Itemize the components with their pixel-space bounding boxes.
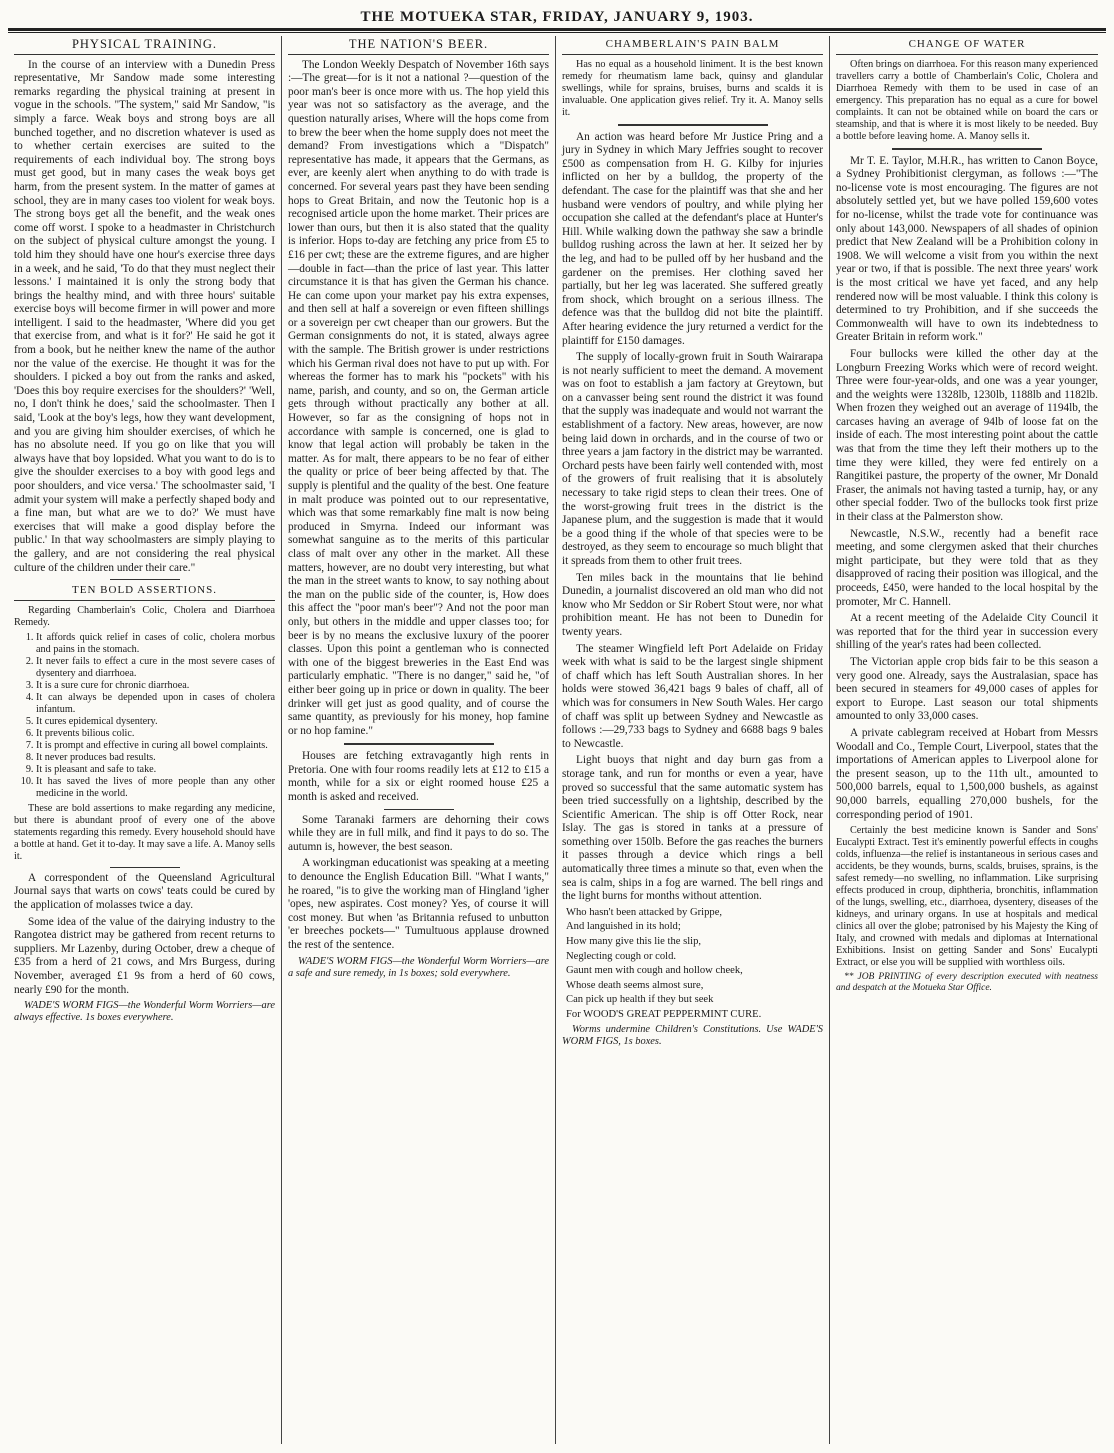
verse-line: Can pick up health if they but seek	[566, 994, 714, 1006]
article-cablegram: A private cablegram received at Hobart from Messrs Woodall and Co., Temple Court, Liverpool, states that the importations of American apples to Liverpool alone for the present season, up to the 11th ult., amounted to 500,000 barrels, equal to 1,500,000 bushels, as against 90,000 barrels, equalling 270,000 bushels, for the corresponding period of 1901.	[836, 726, 1098, 821]
article-light-buoys: Light buoys that night and day burn gas from a storage tank, and run for months or even a year, have proved so successful that the same automatic system has been tried successfully on a lightship, described by the Scientific American. The ship is off Otter Rock, near Islay. The gas is stored in tanks at a pressure of something over 150lb. Before the gas reaches the burners it passes through a device which rings a bell automatically three times a minute so that, even when the sea is calm, ships in a fog are warned. The bell rings and the light burns for months without attention.	[562, 754, 823, 903]
article-workingman: A workingman educationist was speaking at a meeting to denounce the English Education Bill. "What I wants," he roared, "is to give the working man of Hingland 'igher 'opes, new aspirates. Cost money? Yes, of course it will cost money. But when 'as Britannia refused to unbutton 'er breeches pockets—" Tumultuous applause drowned the rest of the sentence.	[288, 857, 549, 951]
list-item: 2. It never fails to effect a cure in the most severe cases of dysentery and diarrhoea.	[36, 656, 275, 680]
separator	[110, 579, 180, 580]
masthead-rule-thin	[8, 32, 1106, 33]
article-heading-ten-bold-assertions: TEN BOLD ASSERTIONS.	[14, 584, 275, 601]
assertions-list	[14, 632, 275, 800]
pain-balm-ad: Has no equal as a household liniment. It is the best known remedy for rheumatism lame back, quinsy and glandular swellings, while for sprains, bruises, burns and scalds it is invaluable. One application gives relief. Try it. A. Manoy sells it.	[562, 58, 823, 118]
list-item: 6. It prevents bilious colic.	[36, 728, 275, 740]
list-item: 1. It affords quick relief in cases of colic, cholera morbus and pains in the stomach.	[36, 632, 275, 656]
article-newcastle: Newcastle, N.S.W., recently had a benefit race meeting, and some clergymen asked that their churches might participate, but they were told that as they disapproved of racing their position was illogical, and the proceeds, £450, were handed to the local hospital by the promoter, Mr C. Hannell.	[836, 527, 1098, 608]
assertions-intro: Regarding Chamberlain's Colic, Cholera and Diarrhoea Remedy.	[14, 604, 275, 628]
article-heading-change-of-water: CHANGE OF WATER	[836, 38, 1098, 55]
worm-figs-ad: Worms undermine Children's Constitutions. Use WADE'S WORM FIGS, 1s boxes.	[562, 1023, 823, 1047]
separator	[618, 124, 768, 126]
list-item: 7. It is prompt and effective in curing all bowel complaints.	[36, 740, 275, 752]
verse-line: How many give this lie the slip,	[566, 936, 702, 948]
verse-line: Neglecting cough or cold.	[566, 950, 677, 962]
list-item: 3. It is a sure cure for chronic diarrhoea.	[36, 680, 275, 692]
separator	[110, 867, 180, 868]
verse-line: Who hasn't been attacked by Grippe,	[566, 906, 723, 918]
job-printing-notice: ** JOB PRINTING of every description executed with neatness and despatch at the Motueka Star Office.	[836, 972, 1098, 994]
column-3	[556, 36, 830, 1444]
list-item: 9. It is pleasant and safe to take.	[36, 764, 275, 776]
eucalypti-ad: Certainly the best medicine known is Sander and Sons' Eucalypti Extract. Test it's eminently powerful effects in coughs colds, influenza—the relief is instantaneous in serious cases and accidents, be they wounds, burns, scalds, bruises, sprains, is the safest remedy—no swelling, no inflammation. Like surprising effects produced in croup, diphtheria, bronchitis, inflammation of the lungs, swelling, etc., diarrhoea, dysentery, diseases of the kidneys, and urinary organs. In use at hospitals and medical clinics all over the globe; patronised by his Majesty the King of Italy, and crowned with medals and diplomas at International Exhibitions. Insist on getting Sander and Sons' Eucalypti Extract, or else you will be supplied with worthless oils.	[836, 825, 1098, 969]
article-fruit-supply: The supply of locally-grown fruit in South Wairarapa is not nearly sufficient to meet the demand. A movement was on foot to establish a jam factory at Greytown, but on a canvasser being sent round the district it was found that the supply was inadequate and would not warrant the establishment of a factory. New areas, however, are now being laid down in orchards, and in the course of two or three years a jam factory in the district may be warranted. Orchard pests have been fairly well contended with, most of the growers of fruit realising that it is absolutely necessary to take rigid steps to clean their trees. One of the worst-growing fruit trees in the district is the Japanese plum, and the suggestion is made that it would be a good thing if the whole of that species were to be destroyed, as they seem to encourage so much blight that it spreads from them to other fruit trees.	[562, 351, 823, 567]
article-dairy: Some idea of the value of the dairying industry to the Rangotea district may be gathered from recent returns to suppliers. Mr Lazenby, during October, drew a cheque of £35 from a herd of 21 cows, and Mrs Burgess, during November, averaged £1 9s from a herd of 60 cows, nearly £90 for the month.	[14, 915, 275, 996]
verse-line: Gaunt men with cough and hollow cheek,	[566, 965, 743, 977]
assertions-close: These are bold assertions to make regarding any medicine, but there is abundant proof of every one of the above statements regarding this remedy. Every household should have a bottle at hand. Get it to-day. It may save a life. A. Manoy sells it.	[14, 802, 275, 862]
column-2	[282, 36, 556, 1444]
change-of-water-ad: Often brings on diarrhoea. For this reason many experienced travellers carry a bottle of Chamberlain's Colic, Cholera and Diarrhoea Remedy with them to be used in case of an emergency. This preparation has no equal as a cure for bowel complaints. It can not be obtained while on board the cars or steamship, and that is where it is most likely to be needed. Buy a bottle before leaving home. A. Manoy sells it.	[836, 58, 1098, 142]
verse-line: Whose death seems almost sure,	[566, 979, 704, 991]
separator	[384, 809, 454, 810]
separator	[344, 743, 494, 745]
article-body-physical-training: In the course of an interview with a Dunedin Press representative, Mr Sandow made some interesting remarks regarding the physical training at present in vogue in the schools. "The system," said Mr Sandow, "is simply a farce. Weak boys and strong boys are all bunched together, and no discretion whatever is used as to whether certain exercises are suited to the requirements of each individual boy. The strong boys must get good, but in many cases the weak boys get harm, from the present system. In the matter of games at school, they are in many cases too violent for weak boys. The strong boys get all the benefit, and the weak ones come off worst. I spoke to a headmaster in Christchurch on the subject of physical culture amongst the young. I told him they should have one hour's exercise three days in a week, and he said, 'To do that they must neglect their lessons.' I maintained it is only the strong body that brings the healthy mind, and with three hours' suitable exercise boys will become firmer in will power and more intelligent. I said to the headmaster, 'Where did you get that exercise from, and what is it for?' He said he got it from a book, but he neither knew the name of the author nor the value of the exercise. He thought it was for the shoulders. I picked a boy out from the ranks and asked, 'Does this boy require exercises for the shoulders?' 'Well, no, I don't think he does,' said the schoolmaster. Then I said, 'Look at the boy's legs, how they want development, and you are giving him shoulder exercises, of which he has no absolute need. If you go on like that you will always have that boy lopsided. What you want to do is to give the shoulder exercises to a boy with good legs and poor shoulders, and vice versa.' The schoolmaster said, 'I admit your system will make a perfectly shaped body and a fine man, but what are we to do?' We must have exercises that will make a good display before the public.' In that way schoolmasters are simply playing to the gallery, and are not considering the real physical culture of the children under their care."	[14, 58, 275, 574]
verse-line: And languished in its hold;	[566, 921, 681, 933]
list-item: 10. It has saved the lives of more people than any other medicine in the world.	[36, 776, 275, 800]
article-journalist: Ten miles back in the mountains that lie behind Dunedin, a journalist discovered an old man who did not know who Mr Seddon or Sir Robert Stout were, nor what prohibition meant. He has not been to Dunedin for twenty years.	[562, 571, 823, 638]
article-pretoria: Houses are fetching extravagantly high rents in Pretoria. One with four rooms readily lets at £12 to £15 a month, while for a six or eight roomed house £25 a month is asked and received.	[288, 750, 549, 804]
list-item: 4. It can always be depended upon in cases of cholera infantum.	[36, 692, 275, 716]
article-apple-crop: The Victorian apple crop bids fair to be this season a very good one. Already, says the Australasian, space has been secured in steamers for 49,000 cases of apples for export to Europe. Last season our total shipments amounted to only 33,000 cases.	[836, 655, 1098, 723]
masthead: THE MOTUEKA STAR, FRIDAY, JANUARY 9, 1903.	[360, 9, 754, 25]
article-body-nations-beer: The London Weekly Despatch of November 16th says :—The great—for is it not a national ?—question of the poor man's beer is once more with us. The hop yield this year was not so satisfactory as the average, and the question naturally arises, Where will the hops come from to brew the beer when the home supply does not meet the demand? From investigations which a "Dispatch" representative has made, it appears that the Germans, as ever, are keenly alert when anything to do with trade is concerned. For several years past they have been sending hops to Great Britain, and now the Teutonic hop is a recognised article upon the home market. Their prices are lower than ours, but then it is also stated that the quality is inferior. Hops to-day are fetching any price from £5 to £16 per cwt; these are the extreme figures, and are higher—double in fact—than the price of last year. This latter circumstance it is that has given the German his chance. He can come upon your market pay his extra expenses, and then sell at half a sovereign or even fifteen shillings or a sovereign per cwt cheaper than our growers. But the German consignments do not, it is stated, always agree with the sample. The British grower is under restrictions which his German rival does not have to put up with. For whereas the former has to mark his "pockets" with his name, parish, and county, and so on, the German article gets through without practically any bother at all. However, so far as the consigning of hops not in accordance with sample is concerned, one is glad to know that legal action will probably be taken in the matter. As for malt, there appears to be no fear of either the quality or price of beer being affected by that. The supply is plentiful and the quality of the best. One feature in malt produce was pointed out to our representative, which was that some remarkably fine malt is now being produced in Smyrna. Indeed our informant was somewhat sanguine as to the merits of this particular class of malt over any other in the market. All these matters, however, are no doubt very interesting, but what the man in the street wants to know, to say nothing about the man on the public side of the counter, is, How does this affect the "poor man's beer"? And not the poor man only, but others in the middle and upper classes too; for beer is by no means the exclusive luxury of the poorer classes. Upon this point a gentleman who is connected with one of the biggest breweries in the East End was particularly emphatic. "There is no danger," said he, "of either beer going up in price or down in quality. The beer drinker will get just as good quality, and of course the same quantity, as previously for his money, hop famine or no hop famine."	[288, 58, 549, 737]
article-heading-physical-training: PHYSICAL TRAINING.	[14, 38, 275, 55]
article-taranaki: Some Taranaki farmers are dehorning their cows while they are in full milk, and find it pays to do so. The autumn is, however, the best season.	[288, 813, 549, 853]
masthead-rule	[8, 28, 1106, 31]
list-item: 8. It never produces bad results.	[36, 752, 275, 764]
article-heading-nations-beer: THE NATION'S BEER.	[288, 38, 549, 55]
column-1	[8, 36, 282, 1444]
article-heading-pain-balm: CHAMBERLAIN'S PAIN BALM	[562, 38, 823, 55]
article-adelaide: At a recent meeting of the Adelaide City Council it was reported that for the third year in succession every shilling of the year's rates had been collected.	[836, 612, 1098, 652]
article-steamer: The steamer Wingfield left Port Adelaide on Friday week with what is said to be the largest single shipment of chaff which has left South Australian shores. In her holds were stowed 36,421 bags 9 bales of chaff, all of which was for consumers in New South Wales. Her cargo of chaff was split up between Sydney and Newcastle as follows :—29,733 bags to Sydney and 6688 bags 9 bales to Newcastle.	[562, 642, 823, 750]
column-4	[830, 36, 1104, 1444]
verse-line: For WOOD'S GREAT PEPPERMINT CURE.	[566, 1009, 762, 1020]
article-taylor: Mr T. E. Taylor, M.H.R., has written to Canon Boyce, a Sydney Prohibitionist clergyman, as follows :—"The no-license vote is most encouraging. The figures are not absolutely settled yet, but we have polled 159,600 votes for no-license, whilst the trade vote for continuance was only about 143,000. Newspapers of all shades of opinion predict that New Zealand will be a Prohibition colony in 1908. We will welcome a visit from you within the next year or two, if that is possible. The next three years' work is the most critical we have yet faced, and any help rendered now will be most valuable. I think this colony is determined to try Prohibition, and if she succeeds the Commonwealth will have to own its indebtedness to Greater Britain in reform work."	[836, 154, 1098, 344]
article-bullocks: Four bullocks were killed the other day at the Longburn Freezing Works which were of record weight. Three were four-year-olds, and one was a year younger, and the weights were 1328lb, 1230lb, 1188lb and 1182lb. When frozen they weighed out an average of 1194lb, the carcases having an average of 94lb of loose fat on the inside of each. The most interesting point about the cattle was that from the time they left their mothers up to the time they were killed, they were fed entirely on a Rangitikei pasture, the property of the owner, Mr Donald Fraser, the animals not having tasted a turnip, hay, or any other special fodder. Two of the bullocks took first prize in their class at the Palmerston show.	[836, 347, 1098, 524]
worm-figs-ad: WADE'S WORM FIGS—the Wonderful Worm Worriers—are a safe and sure remedy, in 1s boxes; sold everywhere.	[288, 955, 549, 979]
article-queensland: A correspondent of the Queensland Agricultural Journal says that warts on cows' teats could be cured by the application of molasses twice a day.	[14, 871, 275, 911]
worm-figs-ad: WADE'S WORM FIGS—the Wonderful Worm Worriers—are always effective. 1s boxes everywhere.	[14, 1000, 275, 1024]
article-action-sydney: An action was heard before Mr Justice Pring and a jury in Sydney in which Mary Jeffries sought to recover £500 as compensation from H. G. Kilby for injuries inflicted on her by a bulldog, the property of the defendant. The case for the plaintiff was that she and her husband were vendors of poultry, and while plying her occupation she called at the defendant's place at Hunter's Hill. While walking down the pathway she saw a brindle bulldog rushing across the lawn at her. It seized her by the leg, and had to be pulled off by her husband and the gardener on the premises. Her clothing saved her partially, but her leg was lacerated. She suffered greatly from shock, which brought on a serious illness. The defence was that the bulldog did not bite the plaintiff. After hearing evidence the jury returned a verdict for the plaintiff for £150 damages.	[562, 130, 823, 347]
list-item: 5. It cures epidemical dysentery.	[36, 716, 275, 728]
columns	[8, 36, 1106, 1444]
separator	[892, 148, 1042, 150]
